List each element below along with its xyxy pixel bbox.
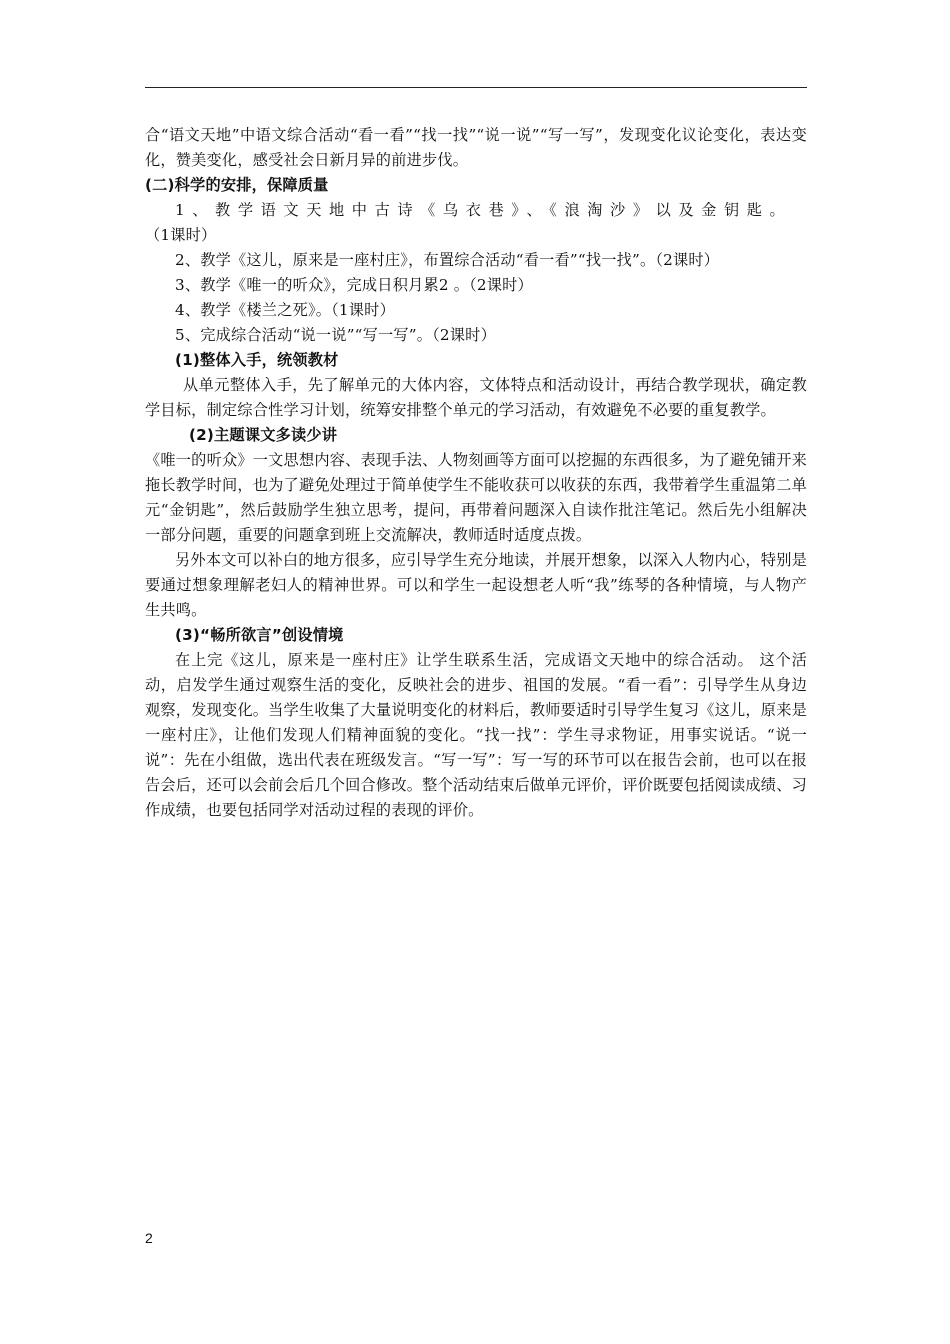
paragraph-intro-continued: 合“语文天地”中语文综合活动“看一看”“找一找”“说一说”“写一写”，发现变化议论变化，表达变化，赞美变化，感受社会日新月异的前进步伐。 xyxy=(145,126,807,169)
header-rule xyxy=(145,87,807,88)
paragraph-comprehensive-activity: 在上完《这儿，原来是一座村庄》让学生联系生活，完成语文天地中的综合活动。 这个活动，启发学生通过观察生活的变化，反映社会的进步、祖国的发展。“看一看”：引导学生从身边观察，发现变化。当学生收集了大量说明变化的材料后，教师要适时引导学生复习《这儿，原来是一座村庄》，让他们发现人们精神面貌的变化。“找一找”：学生寻求物证，用事实说话。“说一说”：先在小组做，选出代表在班级发言。“写一写”：写一写的环节可以在报告会前，也可以在报告会后，还可以会前会后几个回合修改。整个活动结束后做单元评价，评价既要包括阅读成绩、习作成绩，也要包括同学对活动过程的表现的评价。 xyxy=(145,651,807,819)
list-item-3: 3、教学《唯一的听众》，完成日积月累2 。（2课时） xyxy=(175,276,533,294)
subheading-1: (1)整体入手，统领教材 xyxy=(175,351,339,369)
subheading-2: (2)主题课文多读少讲 xyxy=(189,426,338,444)
document-body xyxy=(145,123,807,823)
paragraph-imagination: 另外本文可以补白的地方很多，应引导学生充分地读，并展开想象，以深入人物内心，特别是要通过想象理解老妇人的精神世界。可以和学生一起设想老人听“我”练琴的各种情境，与人物产生共鸣。 xyxy=(145,551,807,619)
list-item-5: 5、完成综合活动“说一说”“写一写”。（2课时） xyxy=(175,326,496,344)
list-item-1: 1、教学语文天地中古诗《乌衣巷》、《浪淘沙》以及金钥匙。 xyxy=(175,201,793,219)
subheading-3: (3)“畅所欲言”创设情境 xyxy=(175,626,344,644)
list-item-2: 2、教学《这儿，原来是一座村庄》，布置综合活动“看一看”“找一找”。（2课时） xyxy=(175,251,720,269)
paragraph-unit-overview: 从单元整体入手，先了解单元的大体内容，文体特点和活动设计，再结合教学现状，确定教学目标，制定综合性学习计划，统筹安排整个单元的学习活动，有效避免不必要的重复教学。 xyxy=(145,376,807,419)
section-heading-2: (二)科学的安排，保障质量 xyxy=(145,176,329,194)
paragraph-only-audience: 《唯一的听众》一文思想内容、表现手法、人物刻画等方面可以挖掘的东西很多，为了避免铺开来拖长教学时间，也为了避免处理过于简单使学生不能收获可以收获的东西，我带着学生重温第二单元“金钥匙”，然后鼓励学生独立思考，提问，再带着问题深入自读作批注笔记。然后先小组解决一部分问题，重要的问题拿到班上交流解决，教师适时适度点拨。 xyxy=(145,451,807,544)
list-item-1-duration: （1课时） xyxy=(145,226,217,244)
page-number: 2 xyxy=(145,1230,153,1246)
list-item-4: 4、教学《楼兰之死》。（1课时） xyxy=(175,301,395,319)
